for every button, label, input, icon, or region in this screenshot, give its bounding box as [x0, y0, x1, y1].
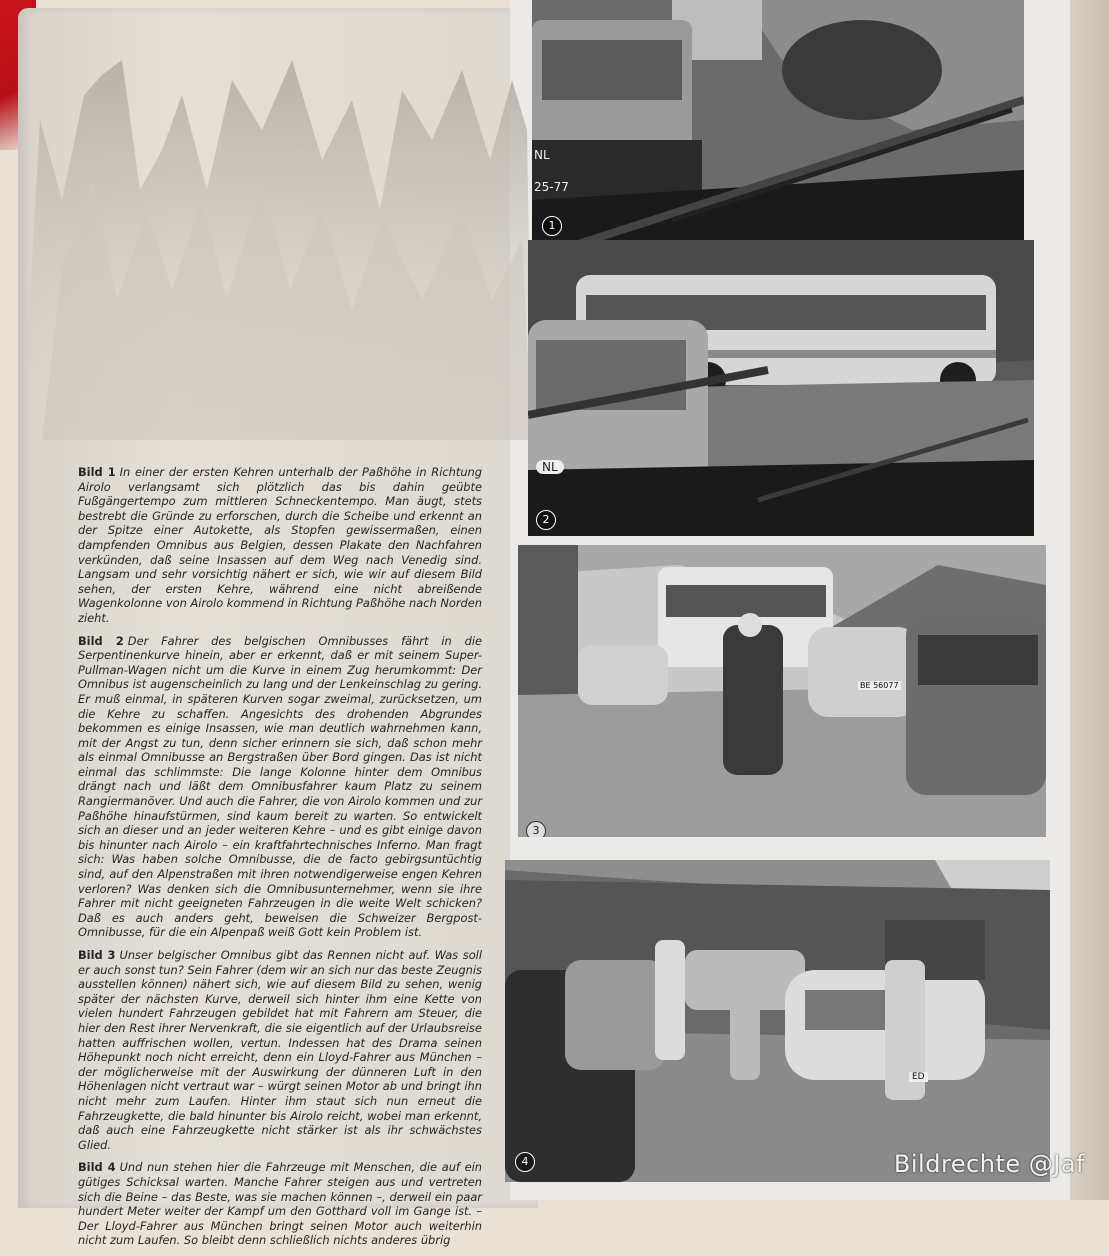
photo-3: [518, 545, 1046, 837]
photo-number-1: 1: [542, 216, 562, 236]
copyright-watermark: Bildrechte @Jaf: [893, 1150, 1085, 1178]
photo-number-4: 4: [515, 1152, 535, 1172]
plate-label-3: BE 56077: [860, 681, 899, 690]
photo-number-3: 3: [526, 821, 546, 837]
plate-label-4: ED: [909, 1072, 928, 1082]
plate-label-2: NL: [536, 460, 564, 474]
caption-bild-3: Bild 3 Unser belgischer Omnibus gibt das Rennen nicht auf. Was soll er auch sonst tun? Sein Fahrer (dem wir an sich nur das beste Zeugnis ausstellen können) nähert sich, wie auf diesem Bild zu sehen, wenig später der nächsten Kurve, derweil sich hinter ihm eine Kette von vielen hundert Fahrzeugen gebildet hat mit Fahrern am Steuer, die hier den Rest ihrer Nervenkraft, die sie eigentlich auf der Urlaubsreise hatten auffrischen wollen, vertun. Indessen hat des Drama seinen Höhepunkt noch nicht erreicht, denn ein Lloyd-Fahrer aus München – der möglicherweise mit der Auswirkung der dünneren Luft in den Höhenlagen nicht vertraut war – würgt seinen Motor ab und bringt ihn nicht mehr zum Laufen. Hinter ihm staut sich nun erneut die Fahrzeugkette, die bald hinunter bis Airolo reicht, wobei man erkennt, daß auch eine Fahrzeugkette nicht stärker ist als ihr schwächstes Glied.: [78, 948, 482, 1152]
article-text: [78, 465, 482, 1256]
caption-bild-1: Bild 1 In einer der ersten Kehren unterhalb der Paßhöhe in Richtung Airolo verlangsamt sich plötzlich das bis dahin geübte Fußgängertempo zum mittleren Schneckentempo. Man äugt, stets bestrebt die Gründe zu erforschen, durch die Scheibe und erkennt an der Spitze einer Autokette, als Stopfen gewissermaßen, einen dampfenden Omnibus aus Belgien, dessen Plakate den Nachfahren verkünden, daß seine Insassen auf dem Weg nach Venedig sind. Langsam und sehr vorsichtig nähert er sich, wie wir auf diesem Bild sehen, der ersten Kehre, während eine nicht abreißende Wagenkolonne von Airolo kommend in Richtung Paßhöhe nach Norden zieht.: [78, 465, 482, 625]
plate-number-1: 25-77: [534, 180, 569, 194]
photo-2: [528, 240, 1034, 536]
photo-1: [532, 0, 1024, 246]
page-edge: [1070, 0, 1109, 1200]
photo-number-2: 2: [536, 510, 556, 530]
caption-bild-4: Bild 4 Und nun stehen hier die Fahrzeuge mit Menschen, die auf ein gütiges Schicksal warten. Manche Fahrer steigen aus und vertreten sich die Beine – das Beste, was sie machen können –, derweil ein paar hundert Meter weiter der Kampf um den Gotthard voll im Gange ist. – Der Lloyd-Fahrer aus München bringt seinen Motor auch weiterhin nicht zum Laufen. So bleibt denn schließlich nichts anderes übrig: [78, 1160, 482, 1248]
mountain-graphic: [22, 40, 532, 440]
plate-label-1: NL: [534, 148, 550, 162]
photo-4: [505, 860, 1050, 1182]
caption-bild-2: Bild 2 Der Fahrer des belgischen Omnibusses fährt in die Serpentinenkurve hinein, aber er erkennt, daß er mit seinem Super-Pullman-Wagen nicht um die Kurve in einem Zug herumkommt: Der Omnibus ist augenscheinlich zu lang und der Lenkeinschlag zu gering. Er muß einmal, in späteren Kurven sogar zweimal, zurücksetzen, um die Kehre zu schaffen. Angesichts des drohenden Abgrundes bekommen es einige Insassen, wie man deutlich wahrnehmen kann, mit der Angst zu tun, denn sicher erinnern sie sich, daß schon mehr als einmal Omnibusse an Bergstraßen über Bord gingen. Das ist nicht einmal das schlimmste: Die lange Kolonne hinter dem Omnibus drängt nach und läßt dem Omnibusfahrer kaum Platz zu seinem Rangiermanöver. Und auch die Fahrer, die von Airolo kommen und zur Paßhöhe hinaufstürmen, sind kaum bereit zu warten. So entwickelt sich an dieser und an jeder weiteren Kehre – und es gibt einige davon bis hinunter nach Airolo – ein kraftfahrtechnisches Inferno. Man fragt sich: Was haben solche Omnibusse, die de facto gebirgsuntüchtig sind, auf den Alpenstraßen mit ihren notwendigerweise engen Kehren verloren? Was denken sich die Omnibusunternehmer, wenn sie ihre Fahrer mit nicht geeigneten Fahrzeugen in die weite Welt schicken? Daß es auch anders geht, beweisen die Schweizer Bergpost-Omnibusse, für die ein Alpenpaß weiß Gott kein Problem ist.: [78, 633, 482, 940]
